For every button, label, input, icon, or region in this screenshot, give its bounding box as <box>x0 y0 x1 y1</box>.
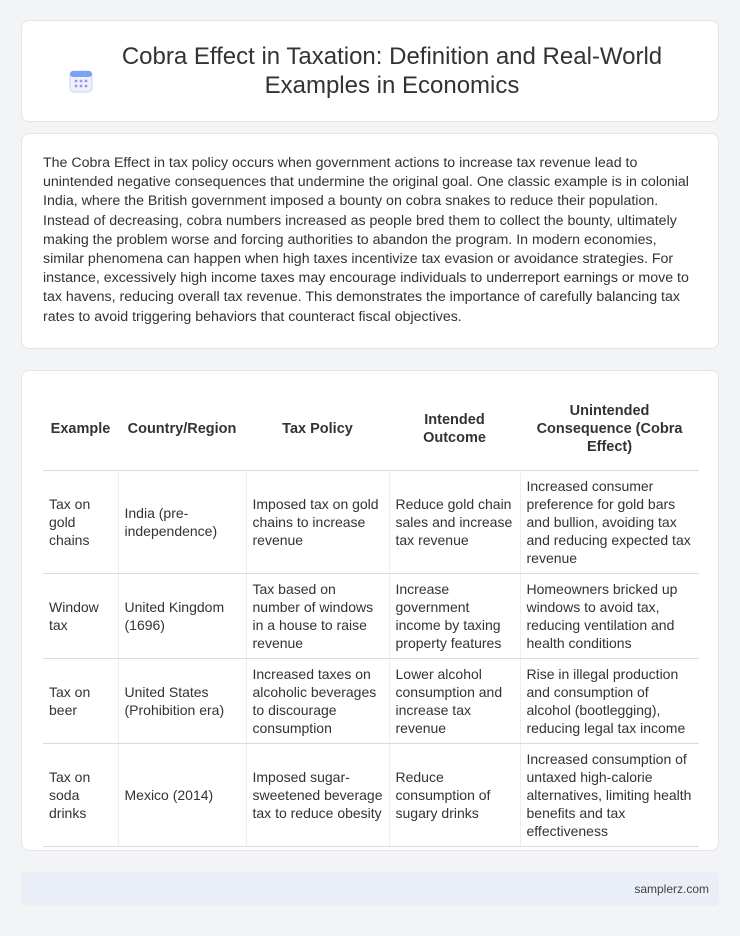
cell-country: United States (Prohibition era) <box>118 658 246 743</box>
cell-example: Tax on soda drinks <box>43 743 118 846</box>
footer-site-link[interactable]: samplerz.com <box>634 882 709 896</box>
examples-table <box>43 388 699 847</box>
table-row <box>43 470 699 573</box>
cell-country: India (pre-independence) <box>118 470 246 573</box>
calendar-icon <box>68 68 94 94</box>
table-card <box>21 370 719 851</box>
page-title: Cobra Effect in Taxation: Definition and Real-World Examples in Economics <box>121 43 663 99</box>
cell-unintended-consequence: Rise in illegal production and consumption of alcohol (bootlegging), reducing legal tax income <box>520 658 699 743</box>
header-example: Example <box>43 388 118 470</box>
table-header-row <box>43 388 699 470</box>
cell-tax-policy: Imposed sugar-sweetened beverage tax to reduce obesity <box>246 743 389 846</box>
table-row <box>43 743 699 846</box>
footer <box>21 872 719 906</box>
cell-unintended-consequence: Increased consumer preference for gold bars and bullion, avoiding tax and reducing expected tax revenue <box>520 470 699 573</box>
cell-unintended-consequence: Increased consumption of untaxed high-calorie alternatives, limiting health benefits and tax effectiveness <box>520 743 699 846</box>
cell-example: Window tax <box>43 573 118 658</box>
header-unintended-consequence: Unintended Consequence (Cobra Effect) <box>520 388 699 470</box>
cell-example: Tax on beer <box>43 658 118 743</box>
intro-card <box>21 133 719 349</box>
cell-intended-outcome: Reduce gold chain sales and increase tax revenue <box>389 470 520 573</box>
title-wrap <box>50 42 690 100</box>
cell-intended-outcome: Reduce consumption of sugary drinks <box>389 743 520 846</box>
cell-unintended-consequence: Homeowners bricked up windows to avoid tax, reducing ventilation and health conditions <box>520 573 699 658</box>
cell-country: United Kingdom (1696) <box>118 573 246 658</box>
cell-tax-policy: Tax based on number of windows in a house to raise revenue <box>246 573 389 658</box>
cell-tax-policy: Increased taxes on alcoholic beverages to discourage consumption <box>246 658 389 743</box>
cell-intended-outcome: Increase government income by taxing property features <box>389 573 520 658</box>
cell-tax-policy: Imposed tax on gold chains to increase revenue <box>246 470 389 573</box>
header-country: Country/Region <box>118 388 246 470</box>
header-intended-outcome: Intended Outcome <box>389 388 520 470</box>
cell-example: Tax on gold chains <box>43 470 118 573</box>
table-row <box>43 658 699 743</box>
cell-intended-outcome: Lower alcohol consumption and increase tax revenue <box>389 658 520 743</box>
title-card <box>21 20 719 122</box>
table-row <box>43 573 699 658</box>
header-tax-policy: Tax Policy <box>246 388 389 470</box>
intro-paragraph: The Cobra Effect in tax policy occurs when government actions to increase tax revenue lead to unintended negative consequences that undermine the original goal. One classic example is in colonial India, where the British government imposed a bounty on cobra snakes to reduce their population. Instead of decreasing, cobra numbers increased as people bred them to collect the bounty, ultimately making the problem worse and forcing authorities to abandon the program. In modern economies, similar phenomena can happen when high taxes incentivize tax evasion or avoidance strategies. For instance, excessively high income taxes may encourage individuals to underreport earnings or move to tax havens, reducing overall tax revenue. This demonstrates the importance of carefully balancing tax rates to avoid triggering behaviors that counteract fiscal objectives. <box>43 155 689 325</box>
cell-country: Mexico (2014) <box>118 743 246 846</box>
